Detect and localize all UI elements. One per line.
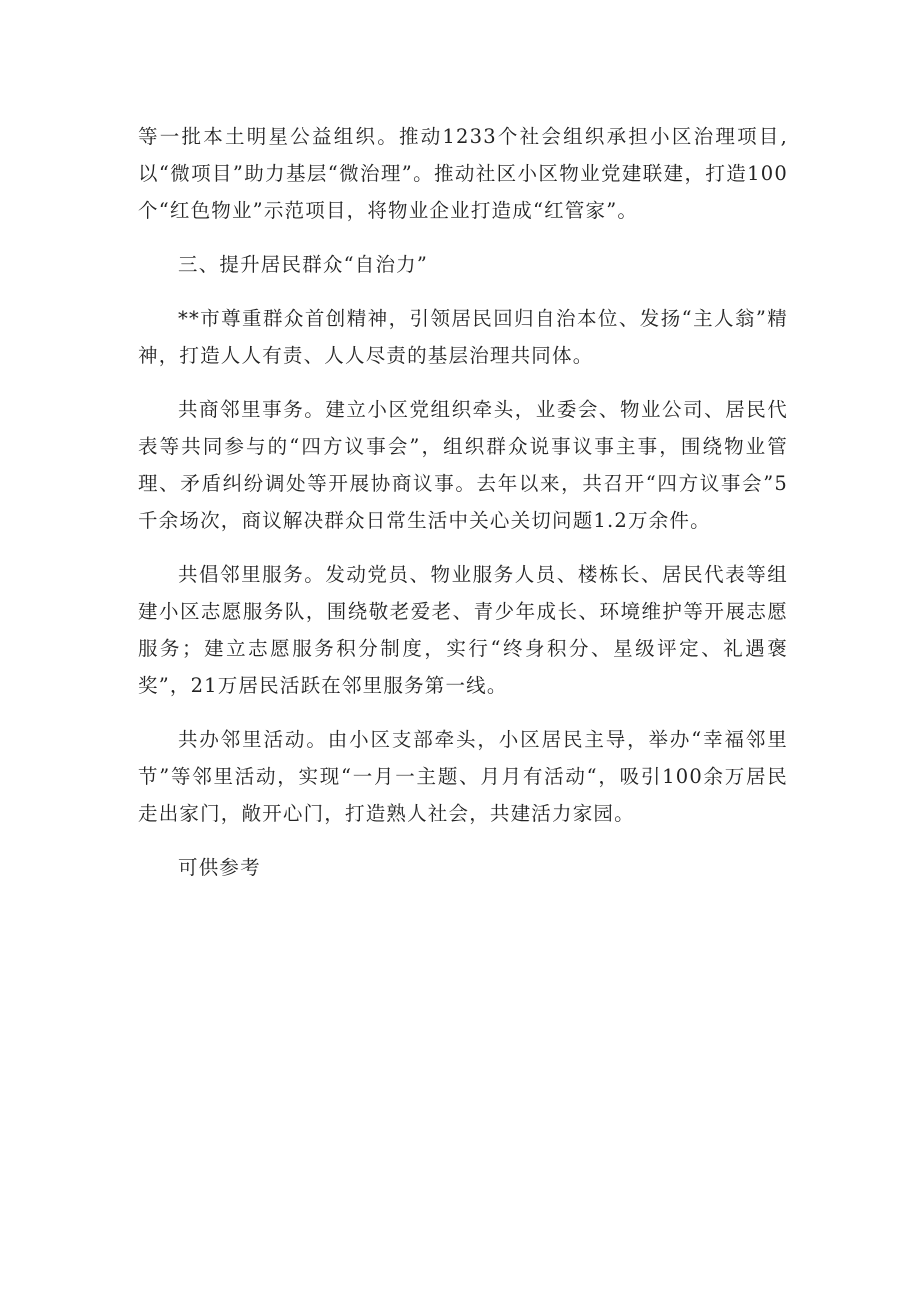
- document-page: [138, 118, 788, 886]
- section-heading: 三、提升居民群众“自治力”: [178, 253, 429, 276]
- paragraph-continuation: 等一批本土明星公益组织。推动1233个社会组织承担小区治理项目,以“微项目”助力基层“微治理”。推动社区小区物业党建联建，打造100个“红色物业”示范项目，将物业企业打造成“红管家”。: [138, 125, 788, 222]
- section-intro: **市尊重群众首创精神，引领居民回归自治本位、发扬“主人翁”精神，打造人人有责、人人尽责的基层治理共同体。: [138, 307, 788, 367]
- closing-note: 可供参考: [178, 856, 261, 879]
- paragraph-shared-affairs: 共商邻里事务。建立小区党组织牵头，业委会、物业公司、居民代表等共同参与的“四方议事会”，组织群众说事议事主事，围绕物业管理、矛盾纠纷调处等开展协商议事。去年以来，共召开“四方议事会”5千余场次，商议解决群众日常生活中关心关切问题1.2万余件。: [138, 398, 788, 532]
- paragraph-shared-activities: 共办邻里活动。由小区支部牵头，小区居民主导，举办“幸福邻里节”等邻里活动，实现“一月一主题、月月有活动“，吸引100余万居民走出家门，敞开心门，打造熟人社会，共建活力家园。: [138, 728, 788, 825]
- paragraph-shared-service: 共倡邻里服务。发动党员、物业服务人员、楼栋长、居民代表等组建小区志愿服务队，围绕敬老爱老、青少年成长、环境维护等开展志愿服务；建立志愿服务积分制度，实行“终身积分、星级评定、礼遇褒奖”，21万居民活跃在邻里服务第一线。: [138, 563, 788, 697]
